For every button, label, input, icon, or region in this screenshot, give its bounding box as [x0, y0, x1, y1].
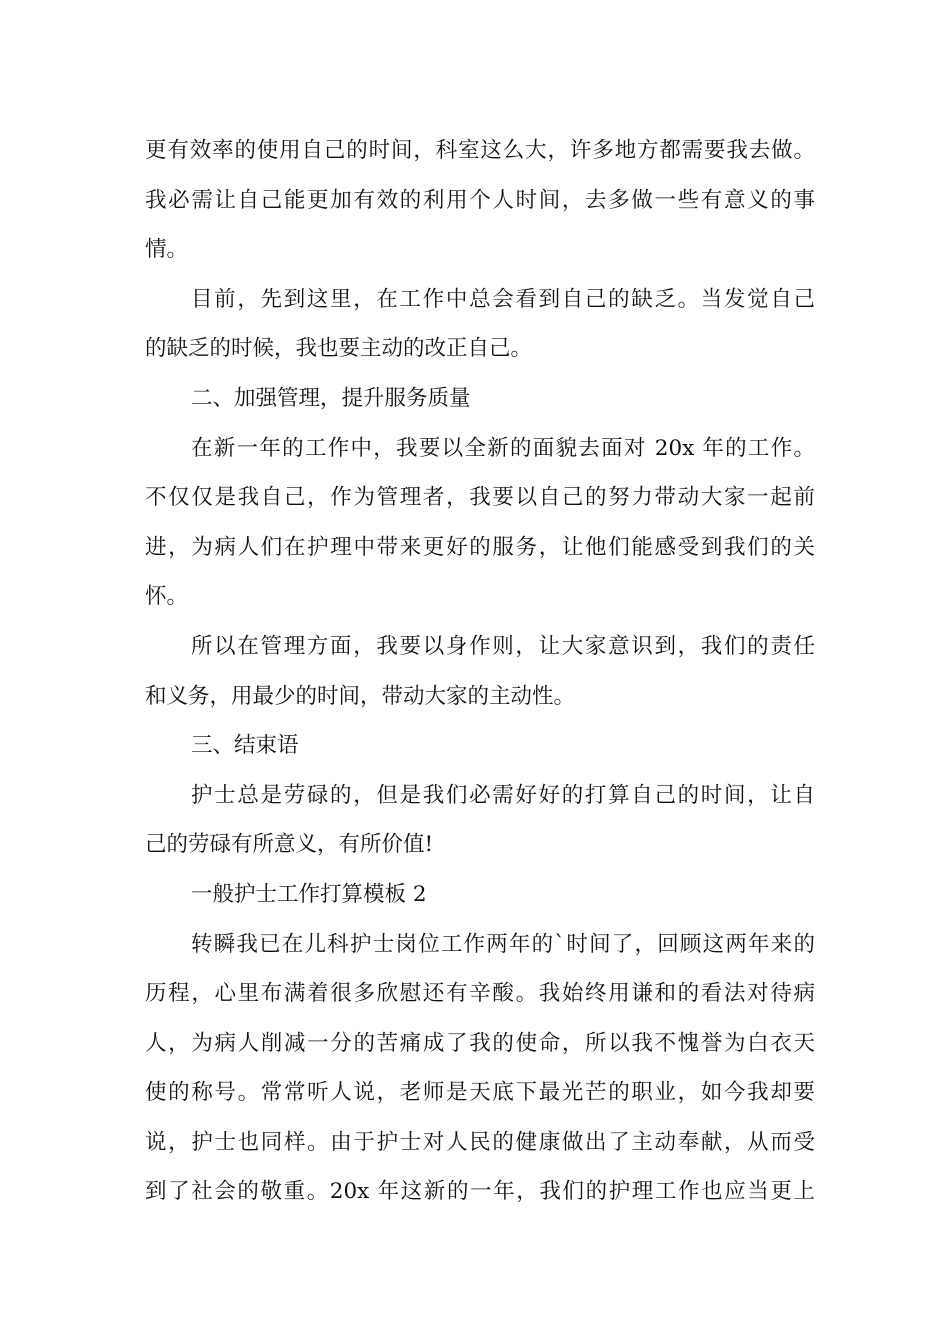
- text-line: 进，为病人们在护理中带来更好的服务，让他们能感受到我们的关: [145, 534, 815, 560]
- text-line: 说，护士也同样。由于护士对人民的健康做出了主动奉献，从而受: [145, 1129, 815, 1155]
- text-line: 使的称号。常常听人说，老师是天底下最光芒的职业，如今我却要: [145, 1080, 815, 1106]
- section-heading: 二、加强管理，提升服务质量: [191, 385, 471, 411]
- text-line: 不仅仅是我自己，作为管理者，我要以自己的努力带动大家一起前: [145, 485, 815, 511]
- text-line: 到了社会的敬重。20x 年这新的一年，我们的护理工作也应当更上: [145, 1179, 815, 1205]
- text-line: 我必需让自己能更加有效的利用个人时间，去多做一些有意义的事: [145, 187, 815, 213]
- paragraph-first-line: 目前，先到这里，在工作中总会看到自己的缺乏。当发觉自己: [191, 286, 815, 312]
- paragraph-first-line: 转瞬我已在儿科护士岗位工作两年的`时间了，回顾这两年来的: [191, 931, 815, 957]
- text-line: 历程，心里布满着很多欣慰还有辛酸。我始终用谦和的看法对待病: [145, 981, 815, 1007]
- document-body: [145, 126, 815, 1217]
- paragraph-first-line: 护士总是劳碌的，但是我们必需好好的打算自己的时间，让自: [191, 782, 815, 808]
- text-line: 更有效率的使用自己的时间，科室这么大，许多地方都需要我去做。: [145, 138, 815, 163]
- text-line: 怀。: [145, 584, 189, 610]
- template-heading: 一般护士工作打算模板 2: [191, 881, 427, 907]
- paragraph-first-line: 在新一年的工作中，我要以全新的面貌去面对 20x 年的工作。: [191, 435, 815, 461]
- text-line: 人，为病人削减一分的苦痛成了我的使命，所以我不愧誉为白衣天: [145, 1030, 815, 1056]
- text-line: 己的劳碌有所意义，有所价值!: [145, 832, 434, 858]
- section-heading: 三、结束语: [191, 733, 299, 759]
- paragraph-first-line: 所以在管理方面，我要以身作则，让大家意识到，我们的责任: [191, 633, 815, 659]
- text-line: 情。: [145, 237, 189, 263]
- text-line: 的缺乏的时候，我也要主动的改正自己。: [145, 336, 533, 362]
- text-line: 和义务，用最少的时间，带动大家的主动性。: [145, 683, 576, 709]
